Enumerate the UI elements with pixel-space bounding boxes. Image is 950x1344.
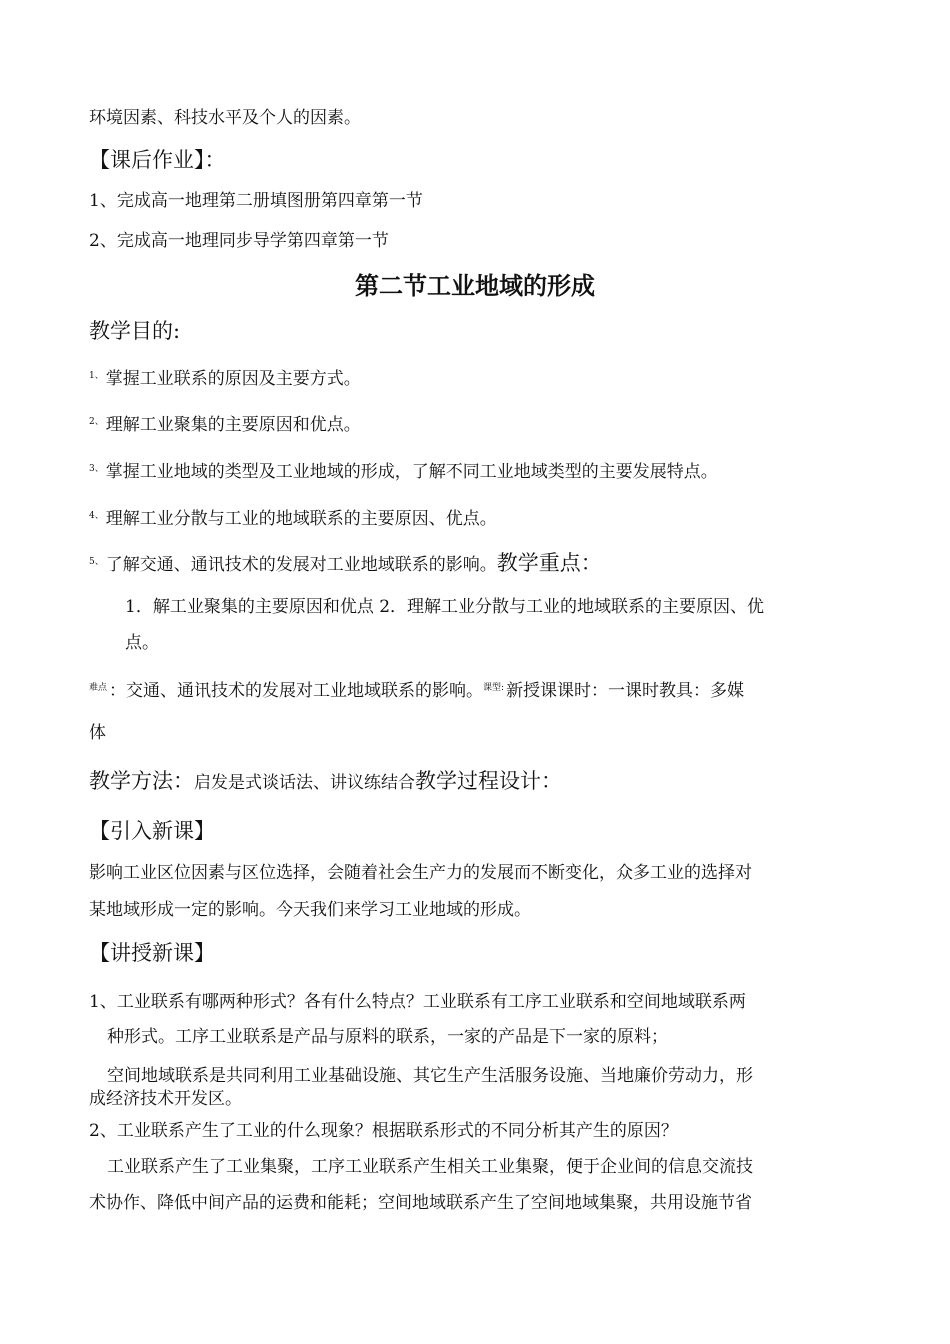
homework-item-1: 1、完成高一地理第二册填图册第四章第一节 <box>89 191 423 211</box>
question-1-line-2: 种形式。工序工业联系是产品与原料的联系，一家的产品是下一家的原料； <box>107 1027 668 1047</box>
method-line <box>89 768 562 794</box>
paragraph-line: 某地域形成一定的影响。今天我们来学习工业地域的形成。 <box>89 900 531 920</box>
question-2: 2、工业联系产生了工业的什么现象？根据联系形式的不同分析其产生的原因？ <box>89 1121 678 1141</box>
objective-text: 了解交通、通讯技术的发展对工业地域联系的影响。 <box>105 555 497 575</box>
paragraph-line: 成经济技术开发区。 <box>89 1089 242 1109</box>
method-text: 启发是式谈话法、讲议练结合 <box>194 773 415 793</box>
section-heading-intro: 【引入新课】 <box>89 819 215 843</box>
section-heading-homework: 【课后作业】： <box>89 148 226 172</box>
objective-2 <box>89 411 361 436</box>
lesson-type-text: 新授课课时：一课时教具：多媒 <box>506 681 745 701</box>
objective-number: 1、 <box>89 371 104 381</box>
difficulty-line <box>89 677 744 702</box>
key-points-line-2: 点。 <box>125 633 159 653</box>
method-heading: 教学方法： <box>89 769 194 793</box>
objective-5 <box>89 550 602 576</box>
objective-1 <box>89 365 361 390</box>
section-heading-new-lesson: 【讲授新课】 <box>89 941 215 965</box>
objective-text: 掌握工业地域的类型及工业地域的形成，了解不同工业地域类型的主要发展特点。 <box>105 462 718 482</box>
homework-item-2: 2、完成高一地理同步导学第四章第一节 <box>89 231 389 251</box>
text-line: 体 <box>89 723 106 743</box>
objective-3 <box>89 458 718 483</box>
paragraph-line: 工业联系产生了工业集聚，工序工业联系产生相关工业集聚，便于企业间的信息交流技 <box>107 1157 753 1177</box>
section-title: 第二节工业地域的形成 <box>355 272 595 300</box>
objective-number: 4、 <box>89 511 104 521</box>
lesson-type-label: 课型: <box>483 683 505 693</box>
key-points-line-1: 1．解工业聚集的主要原因和优点 2．理解工业分散与工业的地域联系的主要原因、优 <box>125 597 765 617</box>
objective-text: 掌握工业联系的原因及主要方式。 <box>105 369 361 389</box>
paragraph-line: 影响工业区位因素与区位选择，会随着社会生产力的发展而不断变化，众多工业的选择对 <box>89 863 752 883</box>
objective-number: 5、 <box>89 557 104 567</box>
difficulty-label: 难点 <box>89 683 108 693</box>
question-1-line-1: 1、工业联系有哪两种形式？各有什么特点？工业联系有工序工业联系和空间地域联系两 <box>89 992 746 1012</box>
text-line: 环境因素、科技水平及个人的因素。 <box>89 108 361 128</box>
objective-number: 3、 <box>89 464 104 474</box>
objective-4 <box>89 505 497 530</box>
process-heading: 教学过程设计： <box>415 769 562 793</box>
objective-number: 2、 <box>89 417 104 427</box>
key-points-heading: 教学重点： <box>496 551 602 575</box>
paragraph-line: 术协作、降低中间产品的运费和能耗；空间地域联系产生了空间地域集聚，共用设施节省 <box>89 1193 752 1213</box>
objective-text: 理解工业分散与工业的地域联系的主要原因、优点。 <box>105 509 497 529</box>
objectives-heading: 教学目的: <box>89 319 181 343</box>
objective-text: 理解工业聚集的主要原因和优点。 <box>105 415 361 435</box>
difficulty-text: ：交通、通讯技术的发展对工业地域联系的影响。 <box>109 681 484 701</box>
paragraph-line: 空间地域联系是共同利用工业基础设施、其它生产生活服务设施、当地廉价劳动力，形 <box>107 1066 753 1086</box>
